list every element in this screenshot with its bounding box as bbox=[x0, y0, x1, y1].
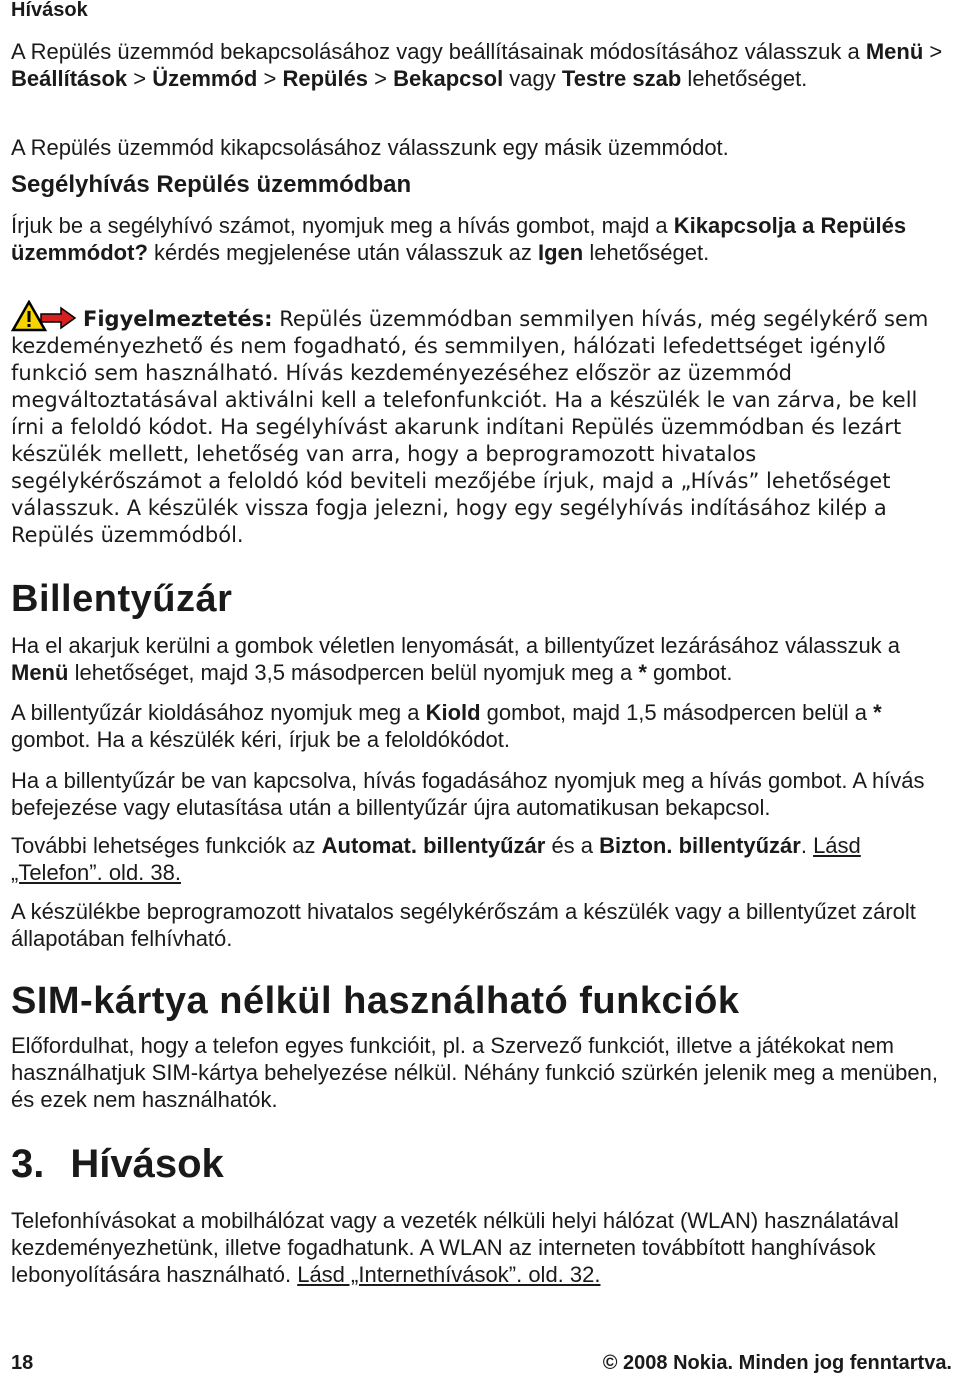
flight-term: Repülés bbox=[282, 66, 369, 91]
separator: > bbox=[127, 66, 153, 91]
text-run: kérdés megjelenése után válasszuk az bbox=[147, 240, 538, 265]
unlock-term: Kiold bbox=[425, 700, 481, 725]
text-run: A Repülés üzemmód bekapcsolásához vagy beállításainak módosításához válasszuk a bbox=[11, 39, 866, 64]
keylock-paragraph-4 bbox=[11, 832, 956, 886]
copyright: © 2008 Nokia. Minden jog fenntartva. bbox=[602, 1352, 952, 1374]
warning-triangle-icon bbox=[11, 300, 77, 332]
settings-term: Beállítások bbox=[11, 66, 128, 91]
warning-label: Figyelmeztetés: bbox=[83, 307, 273, 331]
chapter-number: 3. bbox=[11, 1142, 45, 1186]
activate-term: Bekapcsol bbox=[393, 66, 504, 91]
text-run: gombot. bbox=[646, 660, 733, 685]
text-run: lehetőséget, majd 3,5 másodpercen belül nyomjuk meg a bbox=[68, 660, 639, 685]
text-run: Telefonhívásokat a mobilhálózat vagy a vezeték nélküli helyi hálózat (WLAN) használatával kezdeményezhetünk, illetve fogadhatunk. A WLAN az interneten továbbított hanghívások lebonyolítására használható. bbox=[11, 1208, 899, 1287]
text-run: A billentyűzár kioldásához nyomjuk meg a bbox=[11, 700, 426, 725]
flight-mode-paragraph bbox=[11, 38, 956, 92]
text-run: gombot, majd 1,5 másodpercen belül a bbox=[480, 700, 874, 725]
text-run: lehetőséget. bbox=[583, 240, 710, 265]
yes-term: Igen bbox=[538, 240, 584, 265]
star-key: * bbox=[638, 660, 647, 685]
emergency-paragraph bbox=[11, 212, 956, 266]
warning-text: Repülés üzemmódban semmilyen hívás, még segélykérő sem kezdeményezhető és nem fogadható, és semmilyen, hálózati lefedettséget igénylő funkció sem használható. Hívás kezdeményezéséhez először az üzemmód megváltoztatásával aktiválni kell a telefonfunkciót. Ha a készülék le van zárva, be kell írni a feloldó kódot. Ha segélyhívást akarunk indítani Repülés üzemmódban és lezárt készülék mellett, lehetőség van arra, hogy a beprogramozott hivatalos segélykérőszámot a feloldó kód beviteli mezőjébe írjuk, majd a „Hívás” lehetőséget válasszuk. A készülék vissza fogja jelezni, hogy egy segélyhívás indításához kilép a Repülés üzemmódból. bbox=[11, 307, 929, 547]
warning-paragraph bbox=[11, 300, 951, 549]
text-run: . bbox=[800, 833, 814, 858]
keylock-paragraph-3: Ha a billentyűzár be van kapcsolva, hívás fogadásához nyomjuk meg a hívás gombot. A hívás befejezése vagy elutasítása után a billentyűzár újra automatikusan bekapcsol. bbox=[11, 768, 925, 820]
chapter-paragraph bbox=[11, 1207, 931, 1288]
separator: > bbox=[257, 66, 283, 91]
text-run: lehetőséget. bbox=[681, 66, 808, 91]
text-run: Írjuk be a segélyhívó számot, nyomjuk meg a hívás gombot, majd a bbox=[11, 213, 674, 238]
menu-term: Menü bbox=[865, 39, 924, 64]
text-run: és a bbox=[545, 833, 600, 858]
question-term: Kikapcsolja a Repülés üzemmódot? bbox=[11, 213, 907, 265]
keylock-paragraph-1 bbox=[11, 632, 956, 686]
running-header: Hívások bbox=[11, 0, 88, 21]
telefon-link[interactable]: Lásd „Telefon”. old. 38. bbox=[11, 833, 861, 885]
separator: > bbox=[923, 39, 943, 64]
text-run: gombot. Ha a készülék kéri, írjuk be a feloldókódot. bbox=[11, 727, 510, 752]
text-run: Ha el akarjuk kerülni a gombok véletlen lenyomását, a billentyűzet lezárásához válasszuk a bbox=[11, 633, 901, 658]
mode-term: Üzemmód bbox=[152, 66, 258, 91]
internet-calls-link[interactable]: Lásd „Internethívások”. old. 32. bbox=[297, 1262, 601, 1287]
keylock-paragraph-5: A készülékbe beprogramozott hivatalos segélykérőszám a készülék vagy a billentyűzet zárolt állapotában felhívható. bbox=[11, 899, 916, 951]
sim-paragraph: Előfordulhat, hogy a telefon egyes funkcióit, pl. a Szervező funkciót, illetve a játékokat nem használhatjuk SIM-kártya behelyezése nélkül. Néhány funkció szürkén jelenik meg a menüben, és ezek nem használhatók. bbox=[11, 1033, 938, 1112]
sim-heading: SIM-kártya nélkül használható funkciók bbox=[11, 980, 740, 1022]
chapter-title: Hívások bbox=[70, 1142, 224, 1186]
keylock-heading: Billentyűzár bbox=[11, 578, 233, 620]
emergency-heading: Segélyhívás Repülés üzemmódban bbox=[11, 171, 412, 198]
page-number: 18 bbox=[11, 1352, 34, 1374]
text-run: vagy bbox=[503, 66, 562, 91]
text-run: További lehetséges funkciók az bbox=[11, 833, 322, 858]
secure-keylock-term: Bizton. billentyűzár bbox=[599, 833, 801, 858]
custom-term: Testre szab bbox=[561, 66, 682, 91]
star-key: * bbox=[873, 700, 882, 725]
keylock-paragraph-2 bbox=[11, 699, 956, 753]
auto-keylock-term: Automat. billentyűzár bbox=[321, 833, 546, 858]
menu-term: Menü bbox=[11, 660, 69, 685]
flight-mode-off-paragraph: A Repülés üzemmód kikapcsolásához válasszunk egy másik üzemmódot. bbox=[11, 135, 729, 160]
separator: > bbox=[368, 66, 394, 91]
chapter-heading bbox=[11, 1142, 224, 1187]
